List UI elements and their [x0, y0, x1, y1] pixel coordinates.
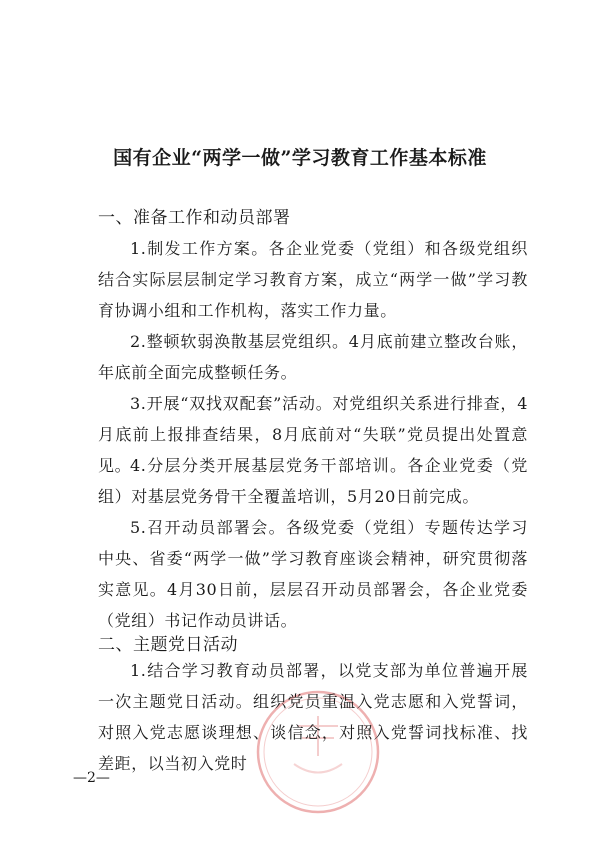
- paragraph-1-1: 1.制发工作方案。各企业党委（党组）和各级党组织结合实际层层制定学习教育方案，成立“两学一做”学习教育协调小组和工作机构，落实工作力量。: [98, 239, 528, 320]
- section-heading-preparation: 一、准备工作和动员部署: [98, 208, 291, 228]
- paragraph-1-5: 5.召开动员部署会。各级党委（党组）专题传达学习中央、省委“两学一做”学习教育座谈会精神，研究贯彻落实意见。4月30日前，层层召开动员部署会，各企业党委（党组）书记作动员讲话。: [98, 518, 528, 630]
- paragraph-2-1: 1.结合学习教育动员部署，以党支部为单位普遍开展一次主题党日活动。组织党员重温入党志愿和入党誓词，对照入党志愿谈理想、谈信念，对照入党誓词找标准、找差距，以当初入党时: [98, 661, 528, 773]
- page-number: —2—: [73, 770, 110, 786]
- paragraph-1-4: 4.分层分类开展基层党务干部培训。各企业党委（党组）对基层党务骨干全覆盖培训，5月20日前完成。: [98, 456, 528, 506]
- paragraph-1-2: 2.整顿软弱涣散基层党组织。4月底前建立整改台账，年底前全面完成整顿任务。: [98, 332, 528, 382]
- document-title: 国有企业“两学一做”学习教育工作基本标准: [113, 147, 487, 169]
- section-heading-party-day: 二、主题党日活动: [98, 635, 238, 655]
- paragraph-1-3: 3.开展“双找双配套”活动。对党组织关系进行排查，4月底前上报排查结果，8月底前对“失联”党员提出处置意见。: [98, 394, 528, 475]
